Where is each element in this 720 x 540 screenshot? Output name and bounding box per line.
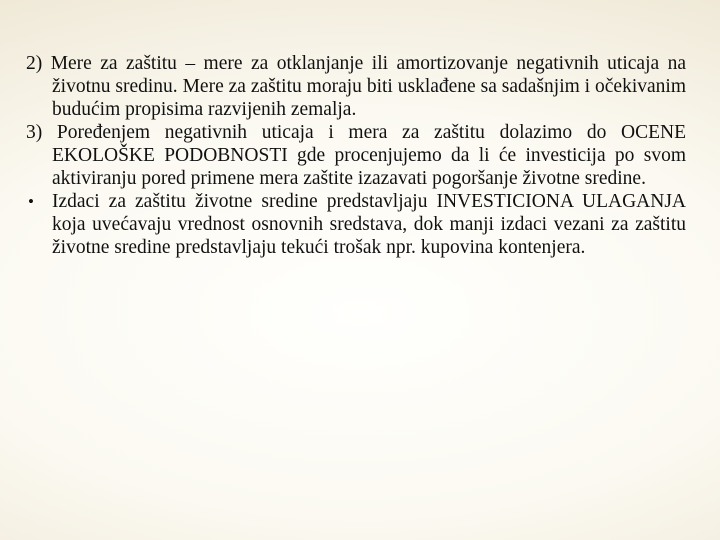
numbered-paragraph-2 — [26, 52, 686, 121]
paragraph-text: Poređenjem negativnih uticaja i mera za zaštitu dolazimo do OCENE EKOLOŠKE PODOBNOSTI gde procenjujemo da li će investicija po svom aktiviranju pored primene mera zaštite izazavati pogoršanje životne sredine. — [52, 122, 686, 189]
numbered-paragraph-3 — [26, 121, 686, 190]
slide-content — [26, 52, 686, 259]
bullet-text: Izdaci za zaštitu životne sredine predstavljaju INVESTICIONA ULAGANJA koja uvećavaju vrednost osnovnih sredstava, dok manji izdaci vezani za zaštitu životne sredine predstavljaju tekući trošak npr. kupovina kontenjera. — [52, 191, 686, 258]
paragraph-number: 2) — [26, 53, 43, 74]
bullet-icon: • — [28, 192, 34, 211]
paragraph-text: Mere za zaštitu – mere za otklanjanje ili amortizovanje negativnih uticaja na životnu sredinu. Mere za zaštitu moraju biti usklađene sa sadašnjim i očekivanim budućim propisima razvijenih zemalja. — [50, 53, 686, 120]
paragraph-number: 3) — [26, 122, 43, 143]
bullet-paragraph — [26, 190, 686, 259]
